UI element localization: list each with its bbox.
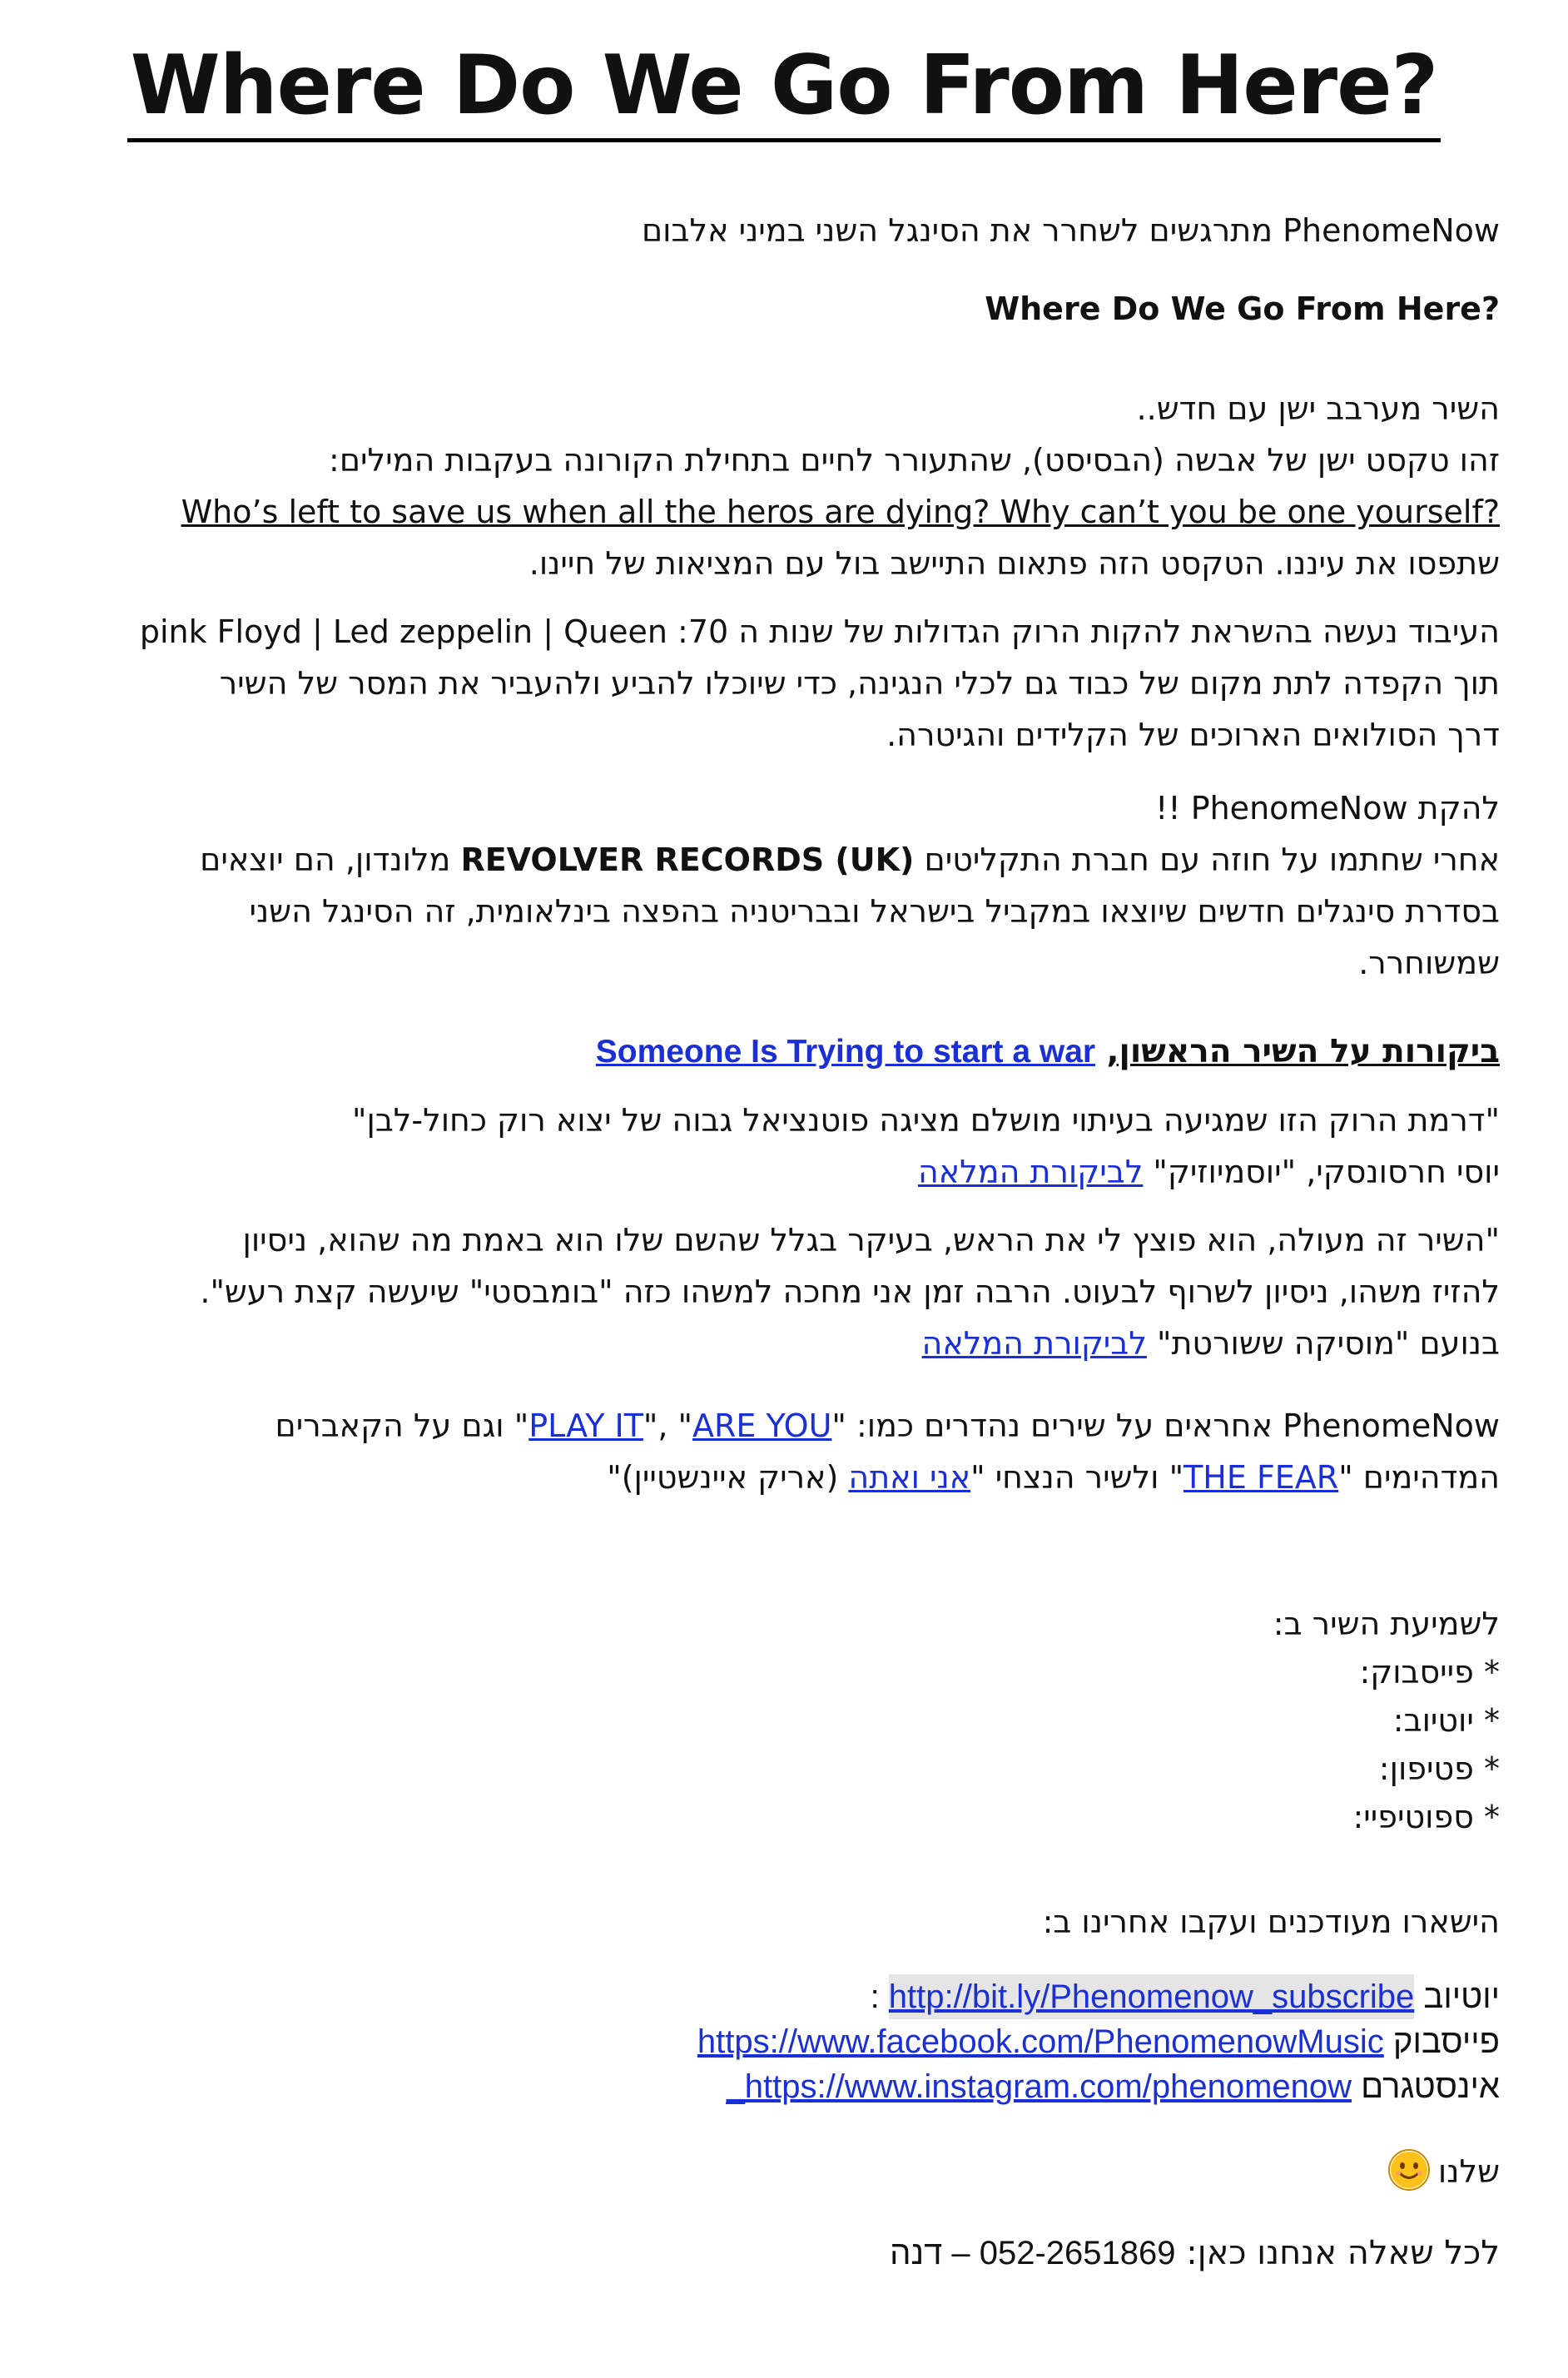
ani-veata-link[interactable]: אני ואתה — [848, 1459, 971, 1496]
listen-heading: לשמיעת השיר ב: — [1273, 1606, 1500, 1642]
contact-section — [68, 2227, 1500, 2279]
review-2-line-2: להזיז משהו, ניסיון לשרוף לבעוט. הרבה זמן אני מחכה למשהו כזה "בומבסטי" שיעשה קצת רעש". — [200, 1273, 1500, 1310]
instagram-label: אינסטגרם — [1361, 2068, 1500, 2105]
songs-section — [68, 1400, 1500, 1503]
story-line-2: זהו טקסט ישן של אבשה (הבסיסט), שהתעורר לחיים בתחילת הקורונה בעקבות המילים: — [329, 442, 1500, 479]
play-it-link[interactable]: PLAY IT — [528, 1407, 643, 1444]
songs-text-b: וגם על הקאברים — [275, 1407, 504, 1444]
page-title — [0, 38, 1568, 133]
facebook-label: פייסבוק — [1392, 2023, 1500, 2060]
influence-line-2: תוך הקפדה לתת מקום של כבוד גם לכלי הנגינה, כדי שיוכלו להביע ולהעביר את המסר של השיר — [219, 665, 1500, 702]
review-1-author: יוסי חרסונסקי, "יוסמיוזיק" — [1153, 1154, 1500, 1190]
reviews-heading — [68, 1026, 1500, 1078]
listen-section — [68, 1600, 1500, 1841]
songs-line-1: PhenomeNow אחראים על שירים נהדרים כמו: "PLAY IT", "ARE YOU" וגם על הקאברים — [275, 1407, 1500, 1444]
reviews-section — [68, 1026, 1500, 1369]
label-line-4: שמשוחרר. — [1358, 945, 1500, 981]
listen-spotify: * ספוטיפיי: — [1352, 1799, 1500, 1835]
review-2-author: בנועם "מוסיקה ששורטת" — [1156, 1325, 1500, 1362]
intro-line: PhenomeNow מתרגשים לשחרר את הסינגל השני במיני אלבום — [641, 212, 1500, 249]
review-2-author-line — [68, 1318, 1500, 1369]
listen-youtube: * יוטיוב: — [1392, 1702, 1500, 1739]
follow-section — [68, 1896, 1500, 1948]
label-line-3: בסדרת סינגלים חדשים שיוצאו במקביל בישראל ובבריטניה בהפצה בינלאומית, זה הסינגל השני — [249, 893, 1500, 930]
instagram-link[interactable]: _https://www.instagram.com/phenomenow — [726, 2068, 1352, 2105]
label-section — [68, 782, 1500, 989]
influence-section — [68, 606, 1500, 761]
label-text-a: אחרי שחתמו על חוזה עם חברת התקליטים — [924, 841, 1500, 878]
full-review-link-2[interactable]: לביקורת המלאה — [921, 1325, 1147, 1362]
facebook-row — [68, 2019, 1500, 2064]
review-1-quote: "דרמת הרוק הזו שמגיעה בעיתוי מושלם מציגה פוטנציאל גבוה של יצוא רוק כחול-לבן" — [351, 1102, 1500, 1139]
influence-line-3: דרך הסולואים הארוכים של הקלידים והגיטרה. — [886, 717, 1500, 753]
youtube-link[interactable]: http://bit.ly/Phenomenow_subscribe — [889, 1974, 1414, 2019]
reviews-heading-text: ביקורות על השיר הראשון, — [1106, 1033, 1500, 1070]
label-line-1: להקת PhenomeNow !! — [1155, 790, 1500, 827]
contact-phone: 052-2651869 – דנה — [890, 2235, 1176, 2271]
record-label-name: REVOLVER RECORDS (UK) — [460, 841, 915, 878]
contact-text: לכל שאלה אנחנו כאן: — [1186, 2234, 1500, 2272]
facebook-link[interactable]: https://www.facebook.com/PhenomenowMusic — [697, 2023, 1384, 2060]
story-section — [68, 383, 1500, 589]
title-text: Where Do We Go From Here? — [127, 38, 1441, 142]
influence-line-1: העיבוד נעשה בהשראת להקות הרוק הגדולות של שנות ה 70: pink Floyd | Led zeppelin | Queen — [139, 613, 1500, 650]
first-song-link[interactable]: Someone Is Trying to start a war — [595, 1034, 1096, 1070]
full-review-link-1[interactable]: לביקורת המלאה — [917, 1154, 1144, 1190]
songs-text-d: ולשיר הנצחי — [995, 1459, 1159, 1496]
songs-text-a: PhenomeNow אחראים על שירים נהדרים כמו: — [856, 1407, 1500, 1444]
youtube-row: יוטיוב http://bit.ly/Phenomenow_subscribe : — [68, 1974, 1500, 2019]
youtube-label: יוטיוב — [1423, 1978, 1500, 2015]
songs-text-e: (אריק איינשטיין) — [621, 1459, 839, 1496]
single-name: Where Do We Go From Here? — [985, 290, 1500, 327]
social-links — [68, 1974, 1500, 2109]
label-text-b: מלונדון, הם יוצאים — [200, 841, 451, 878]
review-2-line-1: "השיר זה מעולה, הוא פוצץ לי את הראש, בעיקר בגלל שהשם שלו הוא באמת מה שהוא, ניסיון — [242, 1222, 1500, 1259]
story-line-1: השיר מערבב ישן עם חדש.. — [1136, 390, 1500, 427]
songs-text-c: המדהימים — [1362, 1459, 1500, 1496]
review-1-author-line — [68, 1146, 1500, 1198]
listen-patefon: * פטיפון: — [1378, 1750, 1500, 1787]
intro-section — [68, 205, 1500, 335]
listen-facebook: * פייסבוק: — [1359, 1654, 1500, 1690]
follow-heading: הישארו מעודכנים ועקבו אחרינו ב: — [1042, 1904, 1500, 1940]
are-you-link[interactable]: ARE YOU — [692, 1407, 832, 1444]
the-fear-link[interactable]: THE FEAR — [1183, 1459, 1339, 1496]
ours-text: שלנו — [1437, 2153, 1500, 2190]
songs-line-2: המדהימים "THE FEAR" ולשיר הנצחי "אני ואתה (אריק איינשטיין)" — [607, 1459, 1500, 1496]
lyrics-quote: Who’s left to save us when all the heros are dying? Why can’t you be one yourself? — [181, 494, 1500, 530]
story-line-4: שתפסו את עיננו. הטקסט הזה פתאום התיישב בול עם המציאות של חיינו. — [528, 545, 1500, 582]
instagram-row — [68, 2064, 1500, 2109]
ours-row — [68, 2146, 1500, 2197]
single-title — [68, 283, 1500, 335]
smiling-face-icon — [1388, 2149, 1430, 2191]
label-line-2 — [68, 834, 1500, 886]
